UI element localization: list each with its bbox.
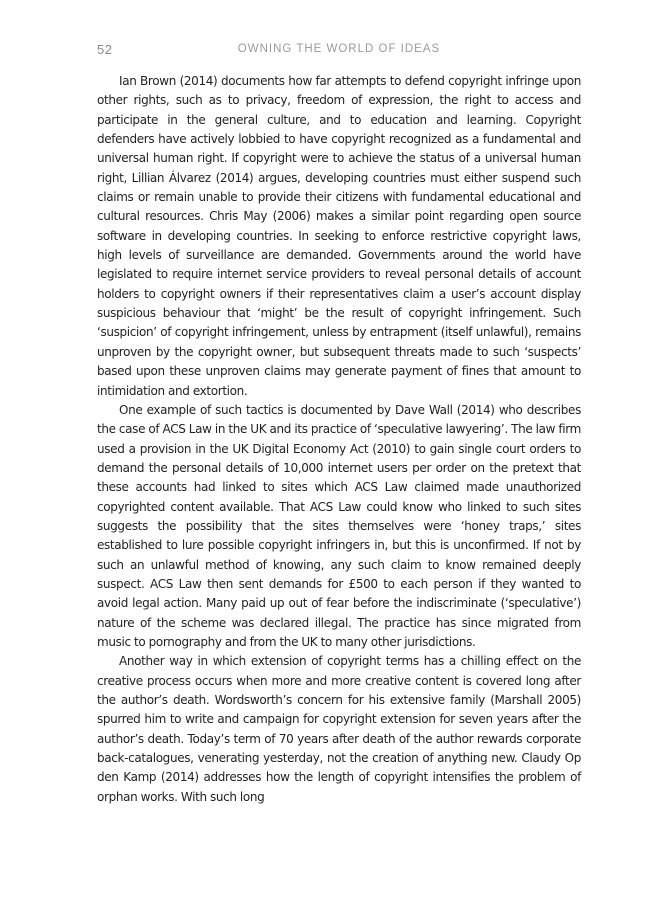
paragraph-surveillance: Ian Brown (2014) documents how far attempts to defend copyright infringe upon other rights, such as to privacy, freedom of expression, the right to access and participate in the general culture, and to education and learning. Copyright defenders have actively lobbied to have copyright recognized as a fundamental and universal human right. If copyright were to achieve the status of a universal human right, Lillian Álvarez (2014) argues, developing countries must either suspend such claims or remain unable to provide their citizens with fundamental educational and cultural resources. Chris May (2006) makes a similar point regarding open source software in developing countries. In seeking to enforce restrictive copyright laws, high levels of surveillance are demanded. Governments around the world have legislated to require internet service providers to reveal personal details of account holders to copyright owners if their representatives claim a user’s account display suspicious behaviour that ‘might’ be the result of copyright infringement. Such ‘suspicion’ of copyright infringement, unless by entrapment (itself unlawful), remains unproven by the copyright owner, but subsequent threats made to such ‘suspects’ based upon these unproven claims may generate payment of fines that amount to intimidation and extortion. (97, 74, 581, 398)
body-text (97, 72, 581, 807)
page-number: 52 (97, 42, 113, 57)
paragraph-acs-law: One example of such tactics is documented by Dave Wall (2014) who describes the case of ACS Law in the UK and its practice of ‘speculative lawyering’. The law firm used a provision in the UK Digital Economy Act (2010) to gain single court orders to demand the personal details of 10,000 internet users per order on the pretext that these accounts had linked to sites which ACS Law claimed made unauthorized copyrighted content available. That ACS Law could know who linked to such sites suggests the possibility that the sites themselves were ‘honey traps,’ sites established to lure possible copyright infringers in, but this is unconfirmed. If not by such an unlawful method of knowing, any such claim to know remained deeply suspect. ACS Law then sent demands for £500 to each person if they wanted to avoid legal action. Many paid up out of fear before the indiscriminate (‘speculative’) nature of the scheme was declared illegal. The practice has since migrated from music to pornography and from the UK to many other jurisdictions. (97, 402, 581, 649)
running-head (97, 42, 581, 58)
paragraph-copyright-terms: Another way in which extension of copyright terms has a chilling effect on the creative process occurs when more and more creative content is covered long after the author’s death. Wordsworth’s concern for his extensive family (Marshall 2005) spurred him to write and campaign for copyright extension for seven years after the author’s death. Today’s term of 70 years after death of the author rewards corporate back-catalogues, venerating yesterday, not the creation of anything new. Claudy Op den Kamp (2014) addresses how the length of copyright intensifies the problem of orphan works. With such long (97, 654, 581, 804)
running-title: OWNING THE WORLD OF IDEAS (237, 43, 441, 55)
